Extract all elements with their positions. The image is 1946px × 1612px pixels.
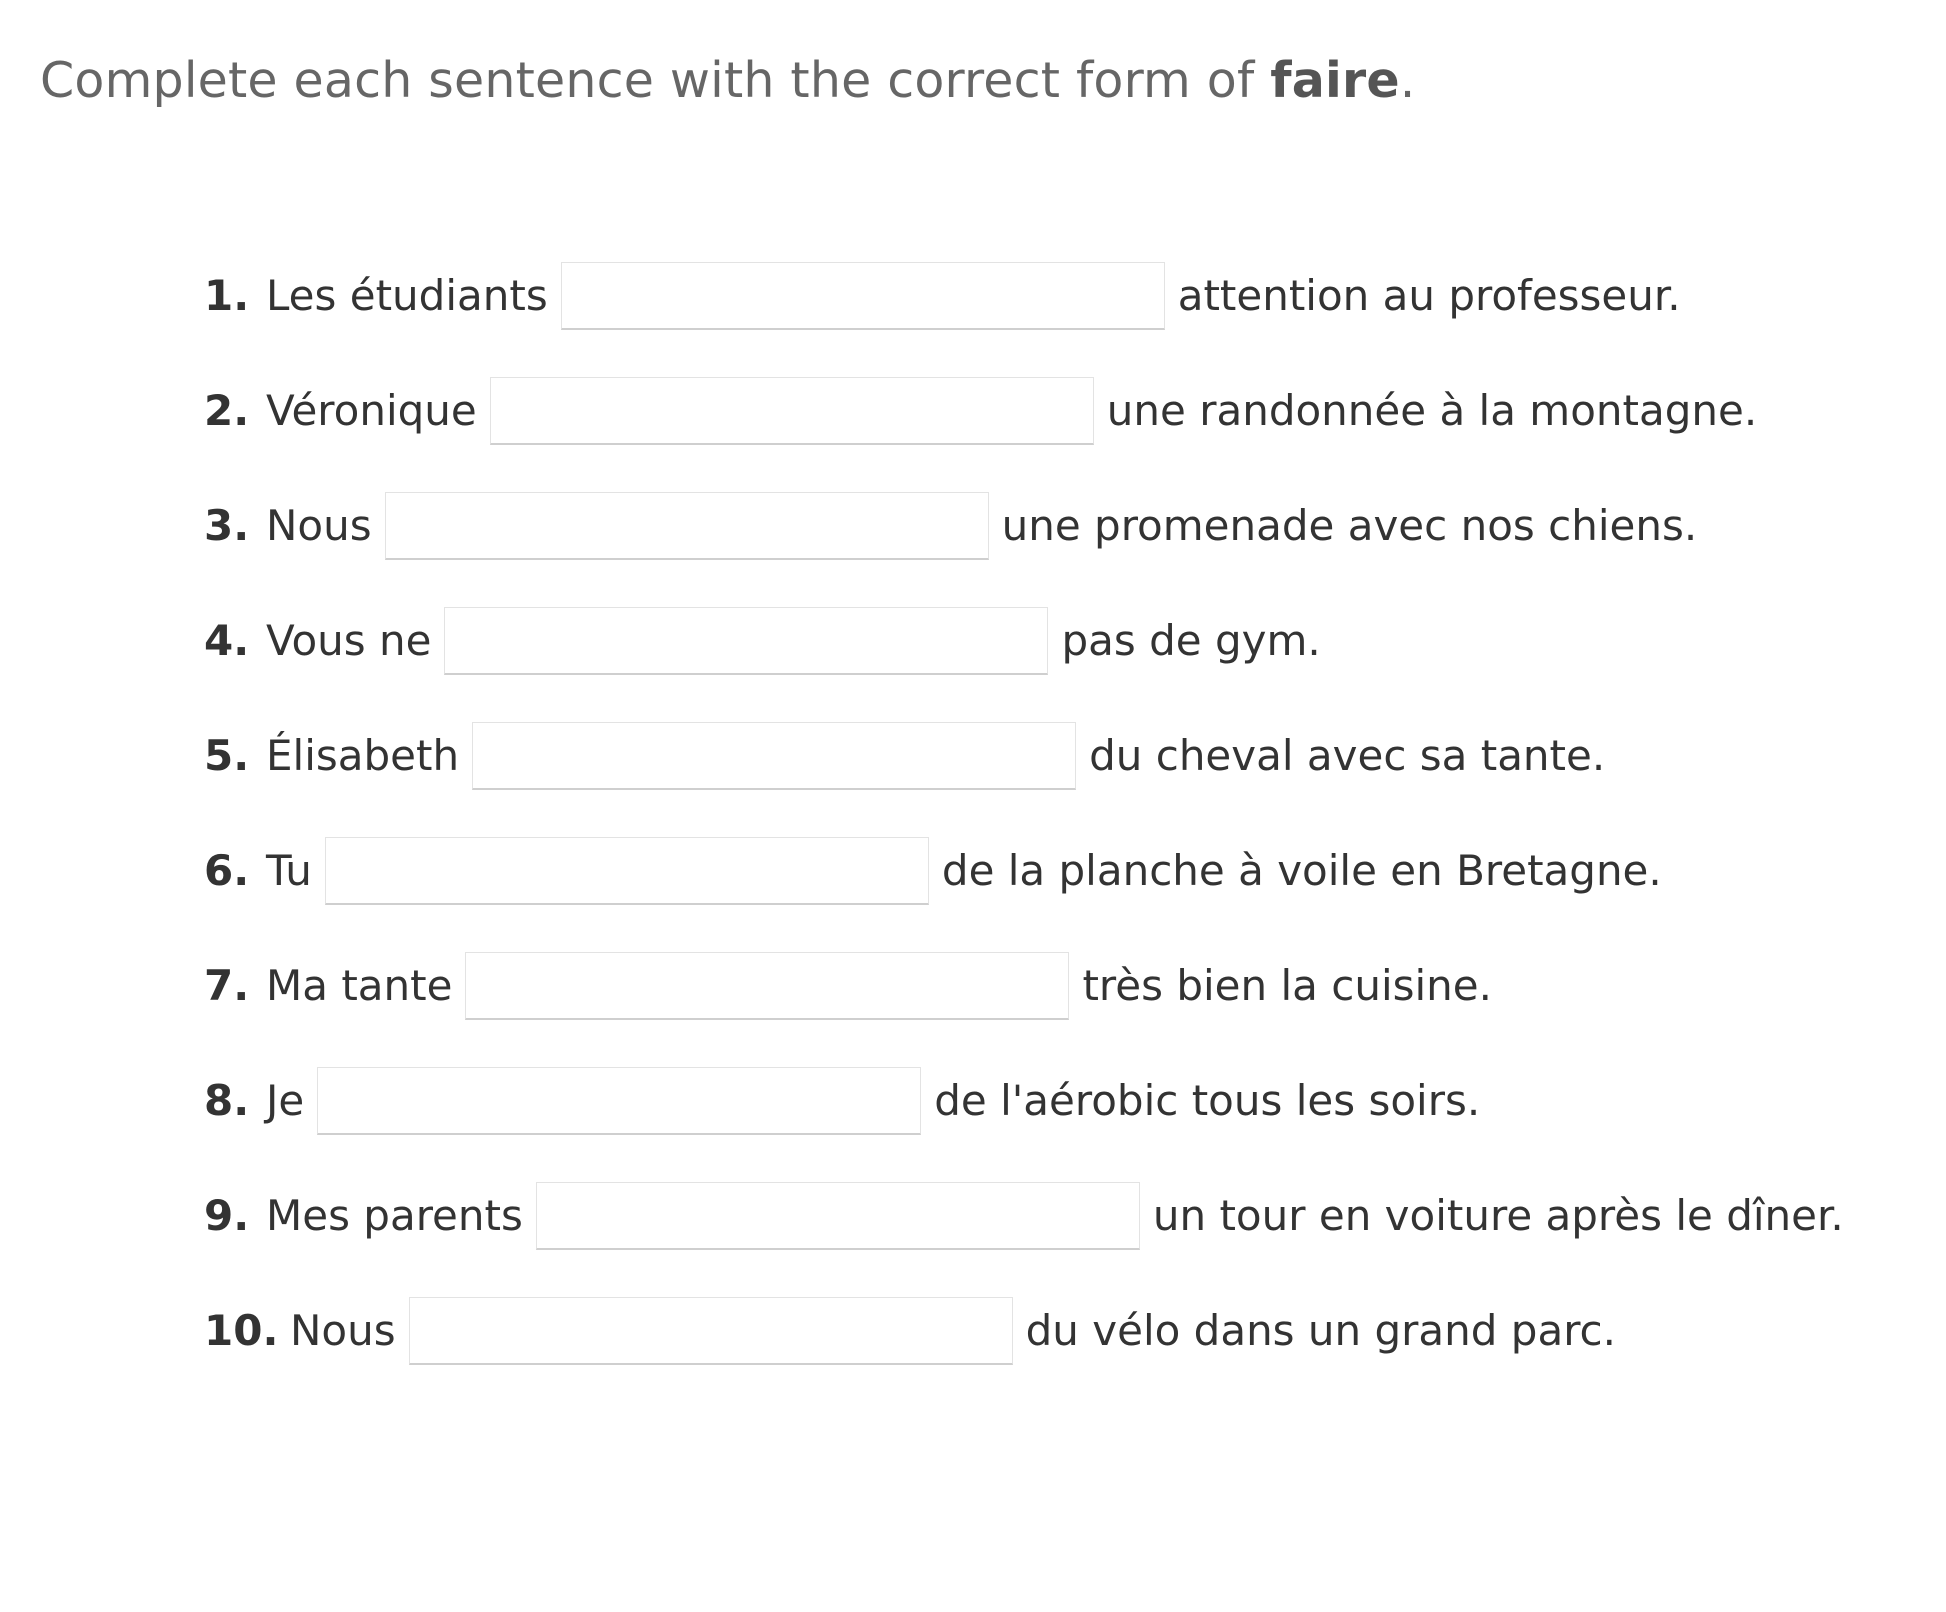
exercise-item-8 <box>204 1043 1844 1158</box>
item-rest: un tour en voiture après le dîner. <box>1152 1191 1844 1240</box>
item-subject: Vous ne <box>266 616 432 665</box>
exercise-item-2 <box>204 353 1844 468</box>
exercise-item-5 <box>204 698 1844 813</box>
item-subject: Mes parents <box>266 1191 523 1240</box>
item-subject: Ma tante <box>266 961 453 1010</box>
answer-input-3[interactable] <box>385 492 989 560</box>
item-rest: de la planche à voile en Bretagne. <box>941 846 1662 895</box>
answer-input-7[interactable] <box>465 952 1069 1020</box>
answer-input-10[interactable] <box>409 1297 1013 1365</box>
exercise-item-6 <box>204 813 1844 928</box>
item-number: 9. <box>204 1191 250 1240</box>
exercise-item-10 <box>204 1273 1844 1388</box>
exercise-item-9 <box>204 1158 1844 1273</box>
exercise-item-7 <box>204 928 1844 1043</box>
exercise-item-4 <box>204 583 1844 698</box>
instructions-suffix: . <box>1399 52 1416 109</box>
item-number: 3. <box>204 501 250 550</box>
item-rest: du cheval avec sa tante. <box>1089 731 1606 780</box>
item-number: 10. <box>204 1306 279 1355</box>
item-number: 2. <box>204 386 250 435</box>
item-number: 1. <box>204 271 250 320</box>
item-rest: attention au professeur. <box>1177 271 1681 320</box>
item-number: 5. <box>204 731 250 780</box>
item-subject: Les étudiants <box>266 271 548 320</box>
answer-input-9[interactable] <box>536 1182 1140 1250</box>
answer-input-1[interactable] <box>561 262 1165 330</box>
item-rest: une randonnée à la montagne. <box>1106 386 1758 435</box>
item-number: 6. <box>204 846 250 895</box>
item-number: 4. <box>204 616 250 665</box>
item-subject: Je <box>266 1076 305 1125</box>
item-subject: Tu <box>266 846 312 895</box>
item-rest: du vélo dans un grand parc. <box>1025 1306 1616 1355</box>
instructions <box>40 52 1416 109</box>
exercise-list <box>204 238 1844 1388</box>
item-subject: Véronique <box>266 386 477 435</box>
answer-input-2[interactable] <box>490 377 1094 445</box>
exercise-item-1 <box>204 238 1844 353</box>
instructions-verb: faire <box>1270 52 1400 109</box>
exercise-item-3 <box>204 468 1844 583</box>
item-rest: très bien la cuisine. <box>1082 961 1492 1010</box>
item-number: 8. <box>204 1076 250 1125</box>
item-subject: Élisabeth <box>266 731 460 780</box>
item-number: 7. <box>204 961 250 1010</box>
item-rest: de l'aérobic tous les soirs. <box>934 1076 1481 1125</box>
answer-input-6[interactable] <box>325 837 929 905</box>
item-subject: Nous <box>290 1306 396 1355</box>
item-rest: pas de gym. <box>1061 616 1321 665</box>
answer-input-4[interactable] <box>444 607 1048 675</box>
answer-input-8[interactable] <box>317 1067 921 1135</box>
answer-input-5[interactable] <box>472 722 1076 790</box>
item-subject: Nous <box>266 501 372 550</box>
instructions-prefix: Complete each sentence with the correct form of <box>40 52 1271 109</box>
item-rest: une promenade avec nos chiens. <box>1001 501 1698 550</box>
